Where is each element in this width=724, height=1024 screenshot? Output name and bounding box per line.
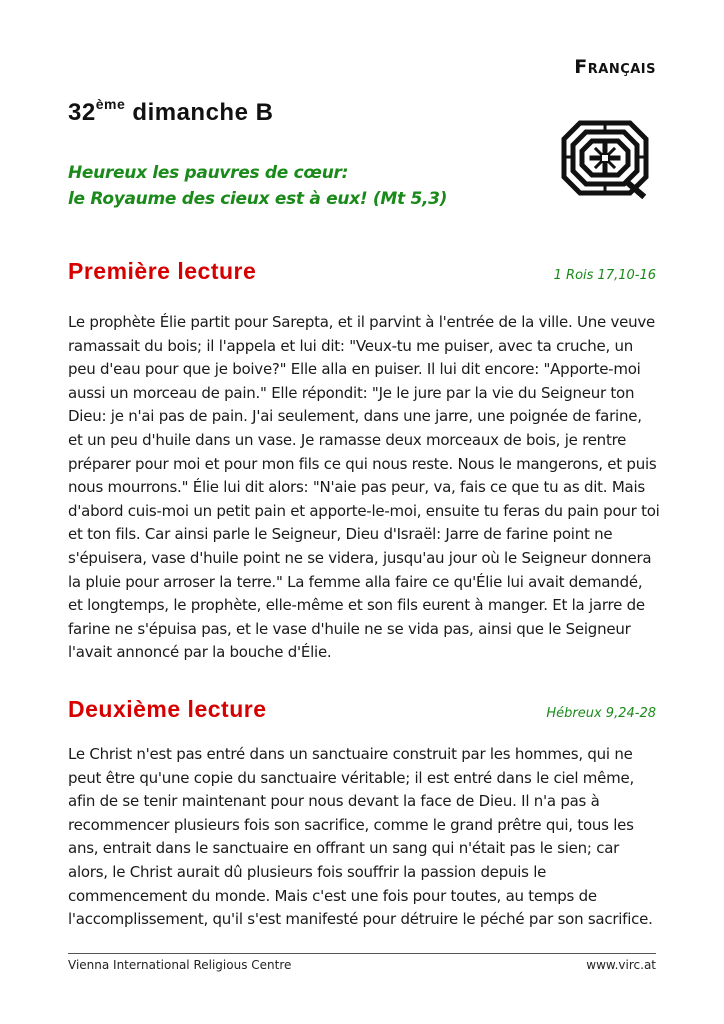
language-label: Français — [574, 56, 656, 78]
footer-divider — [68, 953, 656, 954]
sunday-number: 32 — [68, 99, 96, 126]
quote-line-2: le Royaume des cieux est à eux! (Mt 5,3) — [68, 189, 448, 209]
virc-logo-icon — [558, 117, 652, 199]
quote-line-1: Heureux les pauvres de cœur: — [68, 163, 349, 183]
sunday-suffix: ème — [95, 96, 126, 112]
sunday-name: dimanche B — [125, 99, 274, 126]
footer-website-link[interactable]: www.virc.at — [586, 958, 656, 972]
gospel-quote — [68, 160, 508, 212]
footer-organization: Vienna International Religious Centre — [68, 958, 292, 972]
second-reading-reference: Hébreux 9,24-28 — [546, 706, 656, 721]
page-title — [68, 98, 273, 127]
first-reading-text: Le prophète Élie partit pour Sarepta, et il parvint à l'entrée de la ville. Une veuve ramassait du bois; il l'appela et lui dit: "Veux-tu me puiser, avec ta cruche, un peu d'eau pour que je boive?" Elle alla en puiser. Il lui dit encore: "Apporte-moi aussi un morceau de pain." Elle répondit: "Je le jure par la vie du Seigneur ton Dieu: je n'ai pas de pain. J'ai seulement, dans une jarre, une poignée de farine, et un peu d'huile dans un vase. Je ramasse deux morceaux de bois, je rentre préparer pour moi et pour mon fils ce qui nous reste. Nous le mangerons, et puis nous mourrons." Élie lui dit alors: "N'aie pas peur, va, fais ce que tu as dit. Mais d'abord cuis-moi un petit pain et apporte-le-moi, ensuite tu feras du pain pour toi et ton fils. Car ainsi parle le Seigneur, Dieu d'Israël: Jarre de farine point ne s'épuisera, vase d'huile point ne se videra, jusqu'au jour où le Seigneur donnera la pluie pour arroser la terre." La femme alla faire ce qu'Élie lui avait demandé, et longtemps, le prophète, elle-même et son fils eurent à manger. Et la jarre de farine ne s'épuisa pas, et le vase d'huile ne se vida pas, ainsi que le Seigneur l'avait annoncé par la bouche d'Élie. — [68, 313, 660, 662]
first-reading-reference: 1 Rois 17,10-16 — [553, 268, 656, 283]
second-reading-title: Deuxième lecture — [68, 696, 267, 722]
first-reading-title: Première lecture — [68, 258, 257, 284]
second-reading-text: Le Christ n'est pas entré dans un sanctuaire construit par les hommes, qui ne peut être qu'une copie du sanctuaire véritable; il est entré dans le ciel même, afin de se tenir maintenant pour nous devant la face de Dieu. Il n'a pas à recommencer plusieurs fois son sacrifice, comme le grand prêtre qui, tous les ans, entrait dans le sanctuaire en offrant un sang qui n'était pas le sien; car alors, le Christ aurait dû plusieurs fois souffrir la passion depuis le commencement du monde. Mais c'est une fois pour toutes, au temps de l'accomplissement, qu'il s'est manifesté pour détruire le péché par son sacrifice. — [68, 745, 653, 929]
